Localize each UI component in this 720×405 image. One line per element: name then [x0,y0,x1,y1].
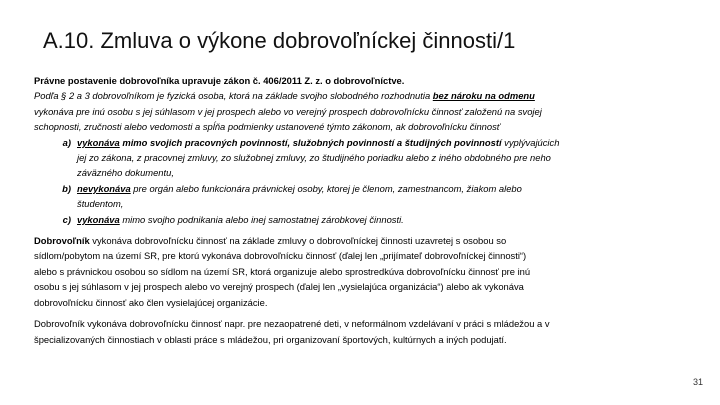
definition-line-1: Podľa § 2 a 3 dobrovoľníkom je fyzická osoba, ktorá na základe svojho slobodného rozhodnutia bez nároku na odmenu [34,90,535,102]
list-marker: b) [62,182,71,194]
list-marker: c) [62,213,71,225]
slide-body [34,73,688,347]
no-remuneration-emphasis: bez nároku na odmenu [432,90,535,102]
volunteer-contract-line-3: alebo s právnickou osobou so sídlom na území SR, ktorá organizuje alebo sprostredkúva dobrovoľnícku činnosť pre inú [34,265,531,277]
volunteer-contract-line-4: osobu s jej súhlasom v jej prospech alebo vo verejný prospech (ďalej len „vysielajúca organizácia“) alebo ak vykonáva [34,281,524,293]
volunteer-contract-line-1: Dobrovoľník vykonáva dobrovoľnícku činnosť na základe zmluvy o dobrovoľníckej činnosti uzavretej s osobou so [34,235,507,247]
slide-title: A.10. Zmluva o výkone dobrovoľníckej činnosti/1 [43,28,516,53]
volunteer-contract-line-5: dobrovoľnícku činnosť ako člen vysielajúcej organizácie. [34,296,268,308]
activities-line-1: Dobrovoľník vykonáva dobrovoľnícku činnosť napr. pre nezaopatrené deti, v neformálnom vzdelávaní v práci s mládežou a v [34,318,550,330]
definition-line-3: schopnosti, zručnosti alebo vedomosti a spĺňa podmienky ustanovené týmto zákonom, ak dobrovoľnícku činnosť [34,121,501,133]
list-item-b: b) nevykonáva pre orgán alebo funkcionára právnickej osoby, ktorej je členom, zamestnancom, žiakom alebo [34,181,688,196]
list-item-a-continued: jej zo zákona, z pracovnej zmluvy, zo služobnej zmluvy, zo študijného poriadku alebo z iného obdobného pre neho [77,152,551,164]
volunteer-contract-line-2: sídlom/pobytom na území SR, pre ktorú vykonáva dobrovoľnícku činnosť (ďalej len „prijímateľ dobrovoľníckej činnosti“) [34,250,527,262]
legal-status-heading: Právne postavenie dobrovoľníka upravuje zákon č. 406/2011 Z. z. o dobrovoľníctve. [34,75,405,86]
activities-line-2: špecializovaných činnostiach v oblasti práce s mládežou, pri organizovaní športových, kultúrnych a iných podujatí. [34,333,507,345]
definition-line-2: vykonáva pre inú osobu s jej súhlasom v jej prospech alebo vo verejný prospech dobrovoľnícku činnosť založenú na svojej [34,105,542,117]
list-marker: a) [62,136,71,148]
page-number: 31 [692,377,703,387]
list-item-a-continued: záväzného dokumentu, [77,167,174,179]
list-item-b-continued: študentom, [77,198,124,210]
list-item-c: c) vykonáva mimo svojho podnikania alebo inej samostatnej zárobkovej činnosti. [34,212,688,227]
list-item-a: a) vykonáva mimo svojich pracovných povinností, služobných povinností a študijných povinností vyplývajúcich [34,135,688,150]
